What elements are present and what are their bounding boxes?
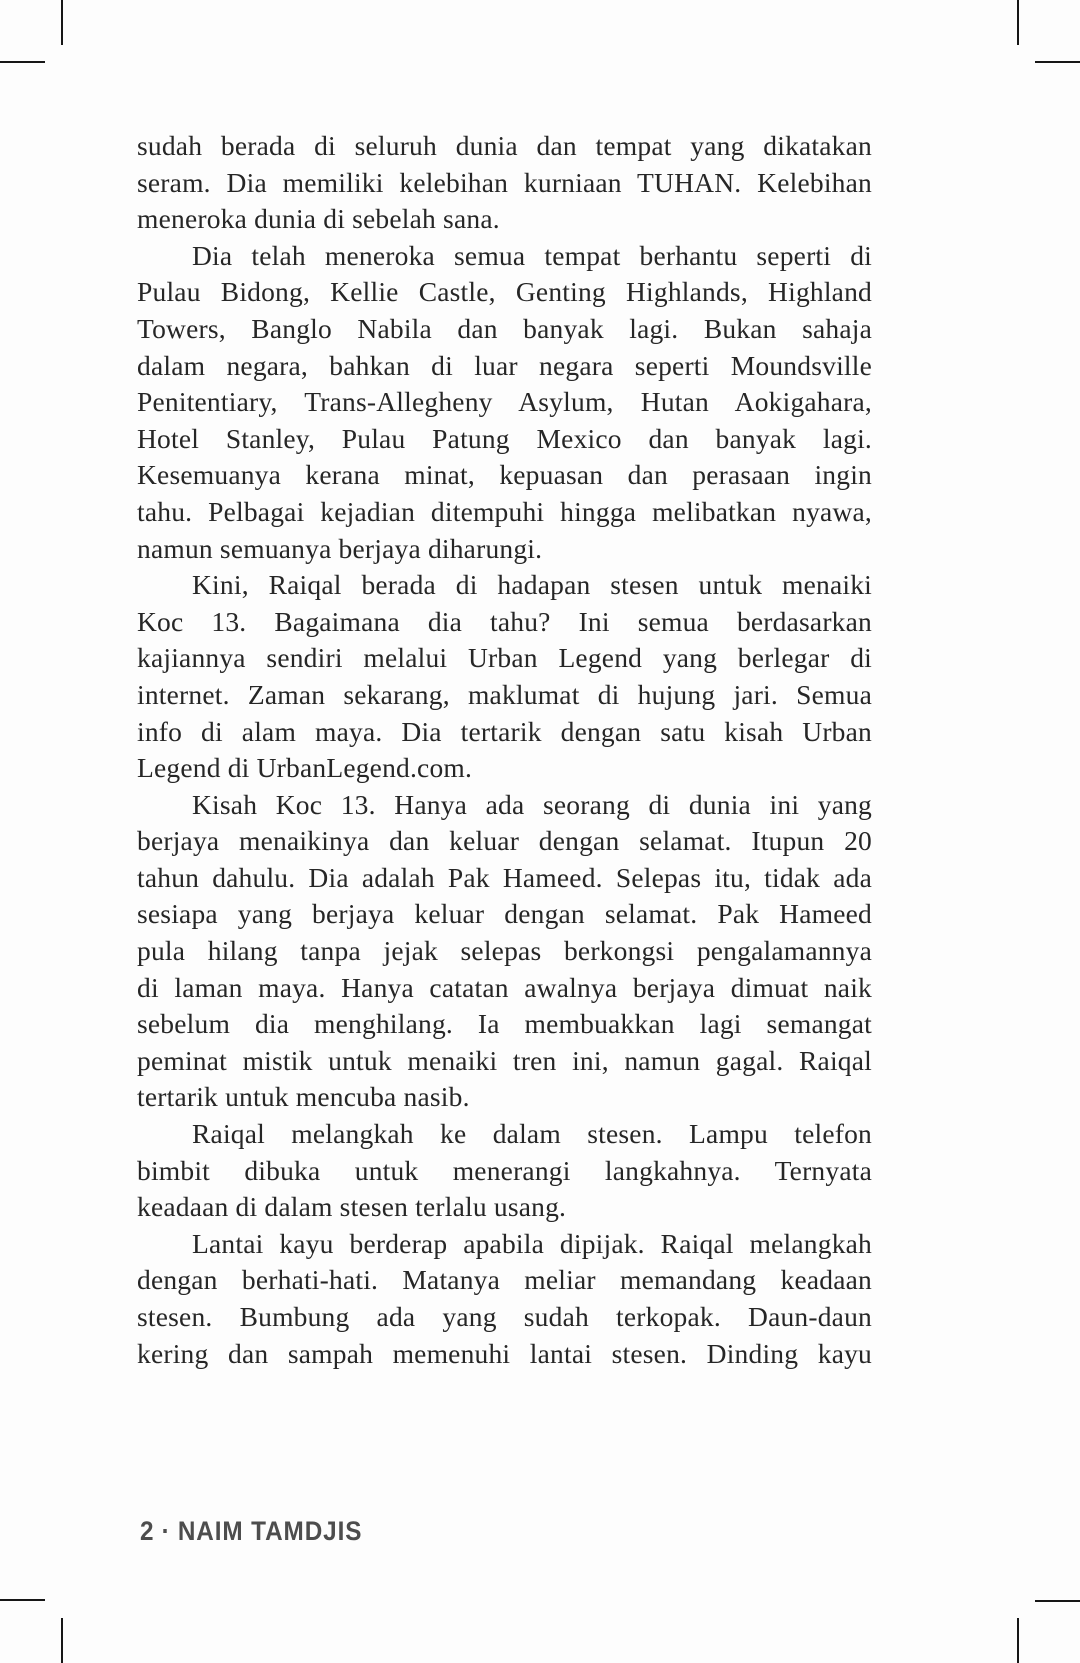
crop-mark-top-left-vertical <box>61 0 63 45</box>
body-text-line: seram. Dia memiliki kelebihan kurniaan TUHAN. Kelebihan <box>137 166 872 198</box>
crop-mark-bottom-right-vertical <box>1017 1618 1019 1663</box>
body-text-line: stesen. Bumbung ada yang sudah terkopak. Daun-daun <box>137 1301 872 1332</box>
body-text-line: Kini, Raiqal berada di hadapan stesen untuk menaiki <box>192 569 872 601</box>
body-text-line: Legend di UrbanLegend.com. <box>137 752 473 784</box>
body-text-line: di laman maya. Hanya catatan awalnya berjaya dimuat naik <box>137 971 872 1003</box>
body-text-line: sebelum dia menghilang. Ia membuakkan lagi semangat <box>137 1008 872 1040</box>
body-text-line: Dia telah meneroka semua tempat berhantu seperti di <box>192 239 872 271</box>
body-text-line: dengan berhati-hati. Matanya meliar memandang keadaan <box>137 1264 872 1296</box>
footer-author-name: NAIM TAMDJIS <box>177 1516 363 1546</box>
footer-separator-dot: · <box>161 1516 171 1546</box>
crop-mark-top-left-horizontal <box>0 61 45 63</box>
page-footer <box>140 1516 362 1547</box>
body-text-line: meneroka dunia di sebelah sana. <box>137 203 500 235</box>
page-number: 2 <box>140 1516 155 1546</box>
body-text-line: Pulau Bidong, Kellie Castle, Genting Highlands, Highland <box>137 276 872 308</box>
body-text-line: kajiannya sendiri melalui Urban Legend yang berlegar di <box>137 642 872 674</box>
body-text-line: internet. Zaman sekarang, maklumat di hujung jari. Semua <box>137 678 872 710</box>
body-text-line: sudah berada di seluruh dunia dan tempat yang dikatakan <box>137 130 872 161</box>
crop-mark-bottom-right-horizontal <box>1035 1600 1080 1602</box>
body-text-line: peminat mistik untuk menaiki tren ini, namun gagal. Raiqal <box>137 1044 872 1076</box>
body-text-line: Lantai kayu berderap apabila dipijak. Raiqal melangkah <box>192 1227 872 1259</box>
body-text-line: sesiapa yang berjaya keluar dengan selamat. Pak Hameed <box>137 898 872 930</box>
body-text-line: kering dan sampah memenuhi lantai stesen. Dinding kayu <box>137 1337 872 1369</box>
crop-mark-top-right-horizontal <box>1035 61 1080 63</box>
body-text-line: Kisah Koc 13. Hanya ada seorang di dunia ini yang <box>192 788 872 820</box>
body-text-line: Hotel Stanley, Pulau Patung Mexico dan banyak lagi. <box>137 422 872 454</box>
body-text-line: Raiqal melangkah ke dalam stesen. Lampu telefon <box>192 1118 872 1150</box>
body-text-line: namun semuanya berjaya diharungi. <box>137 532 543 564</box>
body-text-line: Penitentiary, Trans-Allegheny Asylum, Hutan Aokigahara, <box>137 386 872 418</box>
crop-mark-bottom-left-vertical <box>61 1618 63 1663</box>
body-text <box>137 128 872 1372</box>
crop-mark-top-right-vertical <box>1017 0 1019 45</box>
body-text-line: Towers, Banglo Nabila dan banyak lagi. Bukan sahaja <box>137 312 872 344</box>
body-text-line: keadaan di dalam stesen terlalu usang. <box>137 1191 567 1223</box>
body-text-line: info di alam maya. Dia tertarik dengan satu kisah Urban <box>137 715 872 747</box>
body-text-line: Koc 13. Bagaimana dia tahu? Ini semua berdasarkan <box>137 605 872 637</box>
body-text-line: berjaya menaikinya dan keluar dengan selamat. Itupun 20 <box>137 825 872 857</box>
body-text-line: tahun dahulu. Dia adalah Pak Hameed. Selepas itu, tidak ada <box>137 861 872 893</box>
body-text-line: dalam negara, bahkan di luar negara seperti Moundsville <box>137 349 872 381</box>
body-text-line: Kesemuanya kerana minat, kepuasan dan perasaan ingin <box>137 459 872 491</box>
body-text-line: tertarik untuk mencuba nasib. <box>137 1081 470 1113</box>
crop-mark-bottom-left-horizontal <box>0 1599 45 1601</box>
body-text-line: tahu. Pelbagai kejadian ditempuhi hingga melibatkan nyawa, <box>137 495 872 527</box>
body-text-line: pula hilang tanpa jejak selepas berkongsi pengalamannya <box>137 935 872 967</box>
body-text-line: bimbit dibuka untuk menerangi langkahnya. Ternyata <box>137 1154 872 1186</box>
